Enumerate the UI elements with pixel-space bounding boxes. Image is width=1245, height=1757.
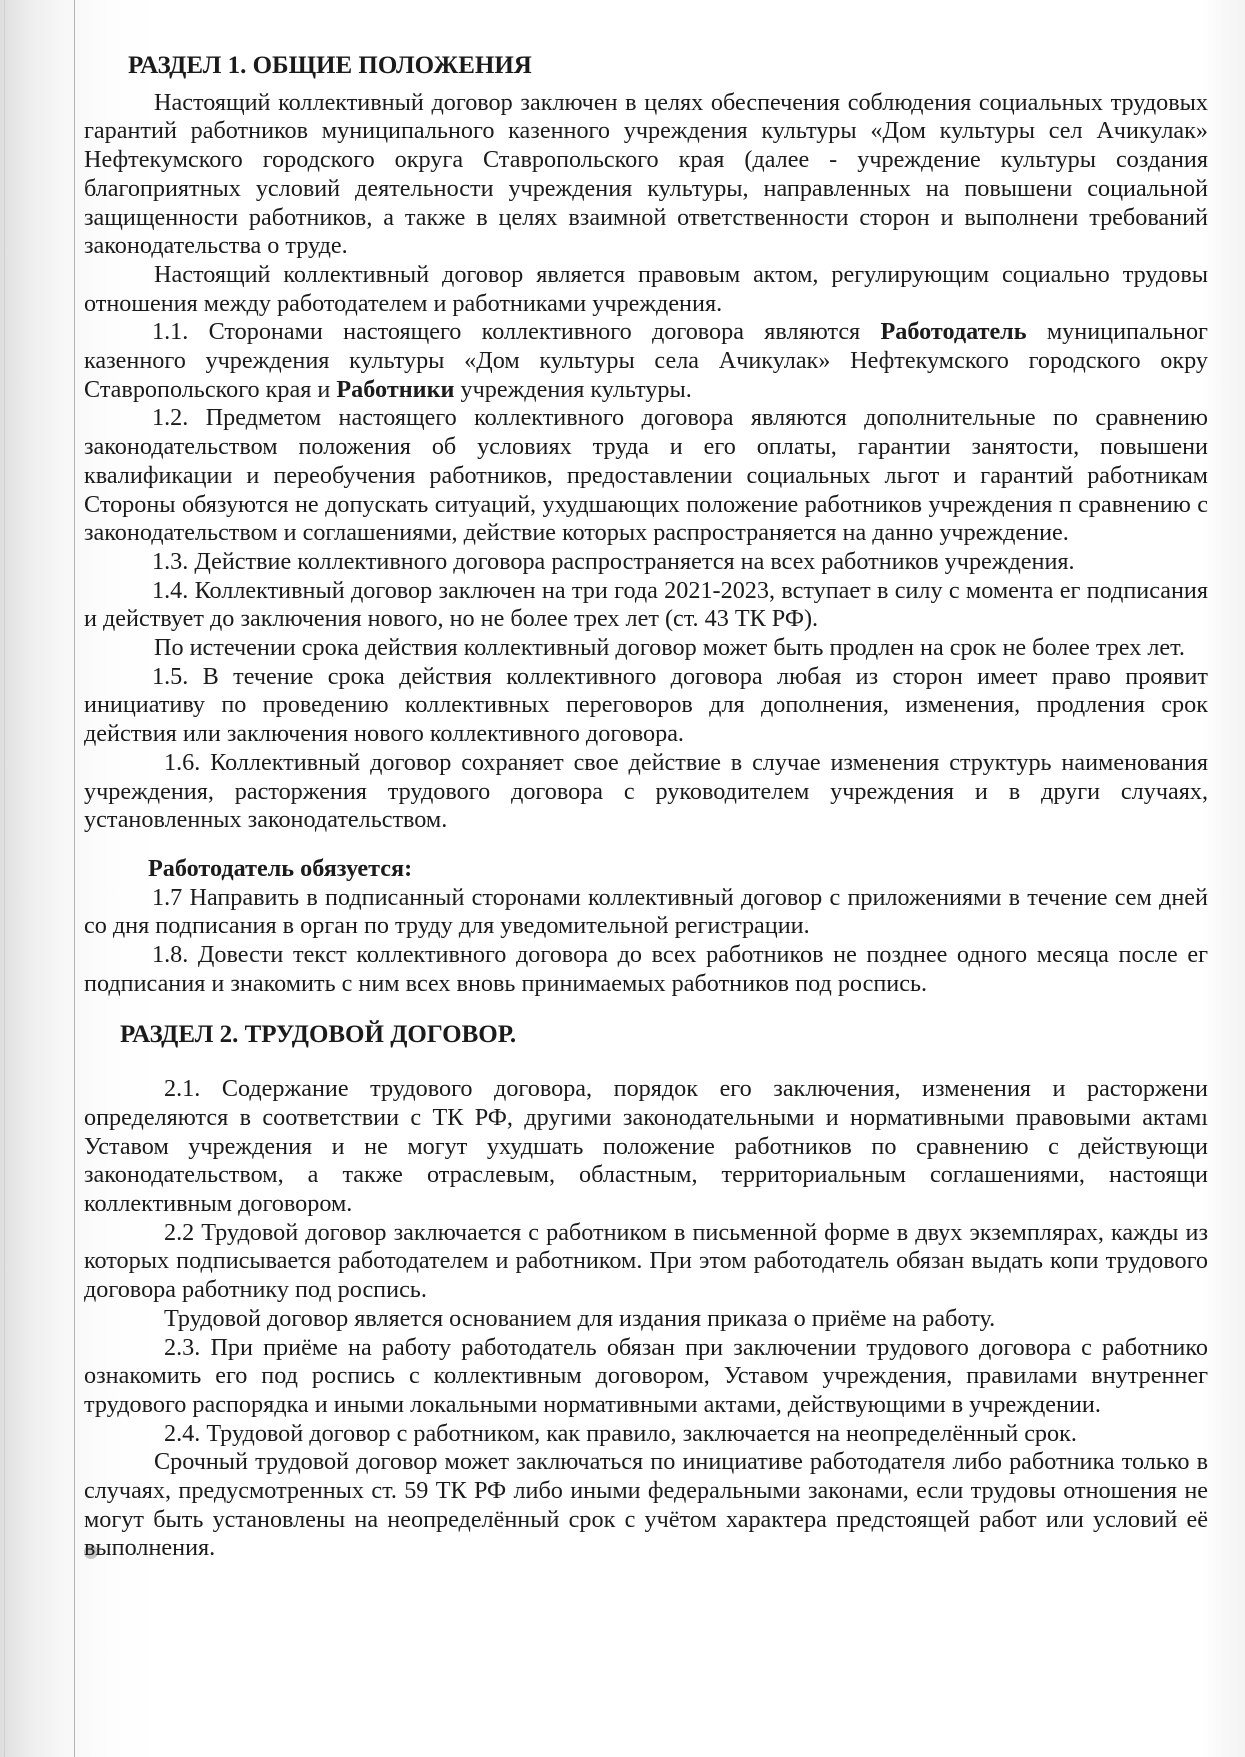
clause-1-1	[84, 318, 1208, 404]
paragraph-legal-act: Настоящий коллективный договор является правовым актом, регулирующим социально трудовы отношения между работодателем и работниками учреждения.	[84, 260, 1208, 317]
clause-1-2: 1.2. Предметом настоящего коллективного договора являются дополнительные по сравнению законодательством положения об условиях труда и его оплаты, гарантии занятости, повышени квалификации и переобучения работников, предоставлении социальных льгот и гарантий работникам Стороны обязуются не допускать ситуаций, ухудшающих положение работников учреждения п сравнению с законодательством и соглашениями, действие которых распространяется на данно учреждение.	[84, 404, 1208, 547]
paragraph-order-basis: Трудовой договор является основанием для издания приказа о приёме на работу.	[164, 1304, 996, 1332]
clause-1-1-text-b: муниципальног казенного учреждения культуры «Дом культуры села Ачикулак» Нефтекумского городского окру Ставропольского края и	[84, 318, 1208, 403]
clause-2-3: 2.3. При приёме на работу работодатель обязан при заключении трудового договора с работнико ознакомить его под роспись с коллективным договором, Уставом учреждения, правилами внутреннег трудового распорядка и иными локальными нормативными актами, действующими в учреждении.	[84, 1333, 1208, 1418]
section-1-title: РАЗДЕЛ 1. ОБЩИЕ ПОЛОЖЕНИЯ	[128, 52, 532, 79]
clause-2-1: 2.1. Содержание трудового договора, порядок его заключения, изменения и расторжени определяются в соответствии с ТК РФ, другими законодательными и нормативными правовыми актамı Уставом учреждения и не могут ухудшать положение работников по сравнению с действующи законодательством, а также отраслевым, областным, территориальным соглашениями, настоящи коллективным договором.	[84, 1075, 1208, 1218]
clause-1-3: 1.3. Действие коллективного договора распространяется на всех работников учреждения.	[152, 547, 1075, 575]
scan-edge	[4, 0, 5, 1757]
clause-1-1-text-c: учреждения культуры.	[454, 375, 692, 403]
workers-term: Работники	[336, 375, 455, 403]
employer-obliges-heading: Работодатель обязуется:	[148, 854, 413, 882]
section-2-title: РАЗДЕЛ 2. ТРУДОВОЙ ДОГОВОР.	[120, 1020, 517, 1048]
clause-1-6: 1.6. Коллективный договор сохраняет свое действие в случае изменения структурь наименования учреждения, расторжения трудового договора с руководителем учреждения и в други случаях, установленных законодательством.	[84, 748, 1208, 834]
binding-edge-line	[74, 0, 75, 1757]
spacer	[84, 835, 1208, 855]
paragraph-purpose: Настоящий коллективный договор заключен в целях обеспечения соблюдения социальных трудовых гарантий работников муниципального казенного учреждения культуры «Дом культуры сел Ачикулак» Нефтекумского городского округа Ставропольского края (далее - учреждение культуры создания благоприятных условий деятельности учреждения культуры, направленных на повышени социальной защищенности работников, а также в целях взаимной ответственности сторон и выполнени требований законодательства о труде.	[84, 88, 1208, 260]
clause-2-2: 2.2 Трудовой договор заключается с работником в письменной форме в двух экземплярах, кажды из которых подписывается работодателем и работником. При этом работодатель обязан выдать копи трудового договора работнику под роспись.	[84, 1218, 1208, 1304]
clause-1-7: 1.7 Направить в подписанный сторонами коллективный договор с приложениями в течение сем дней со дня подписания в орган по труду для уведомительной регистрации.	[84, 883, 1208, 940]
paragraph-fixed-term: Срочный трудовой договор может заключаться по инициативе работодателя либо работника только в случаях, предусмотренных ст. 59 ТК РФ либо иными федеральными законами, если трудовы отношения не могут быть установлены на неопределённый срок с учётом характера предстоящей работ или условий её выполнения.	[84, 1448, 1208, 1562]
clause-1-5: 1.5. В течение срока действия коллективного договора любая из сторон имеет право проявит инициативу по проведению коллективных переговоров для дополнения, изменения, продления срок действия или заключения нового коллективного договора.	[84, 662, 1208, 748]
paragraph-extension: По истечении срока действия коллективный договор может быть продлен на срок не более трех лет.	[154, 634, 1185, 662]
clause-1-8: 1.8. Довести текст коллективного договора до всех работников не позднее одного месяца после ег подписания и знакомить с ним всех вновь принимаемых работников под роспись.	[84, 941, 1208, 997]
employer-term: Работодатель	[880, 318, 1027, 346]
clause-1-1-text-a: 1.1. Сторонами настоящего коллективного договора являются	[152, 318, 881, 346]
clause-2-4: 2.4. Трудовой договор с работником, как правило, заключается на неопределённый срок.	[164, 1419, 1077, 1447]
document-body	[84, 52, 1208, 1563]
clause-1-4: 1.4. Коллективный договор заключен на три года 2021-2023, вступает в силу с момента ег подписания и действует до заключения нового, но не более трех лет (ст. 43 ТК РФ).	[84, 576, 1208, 633]
